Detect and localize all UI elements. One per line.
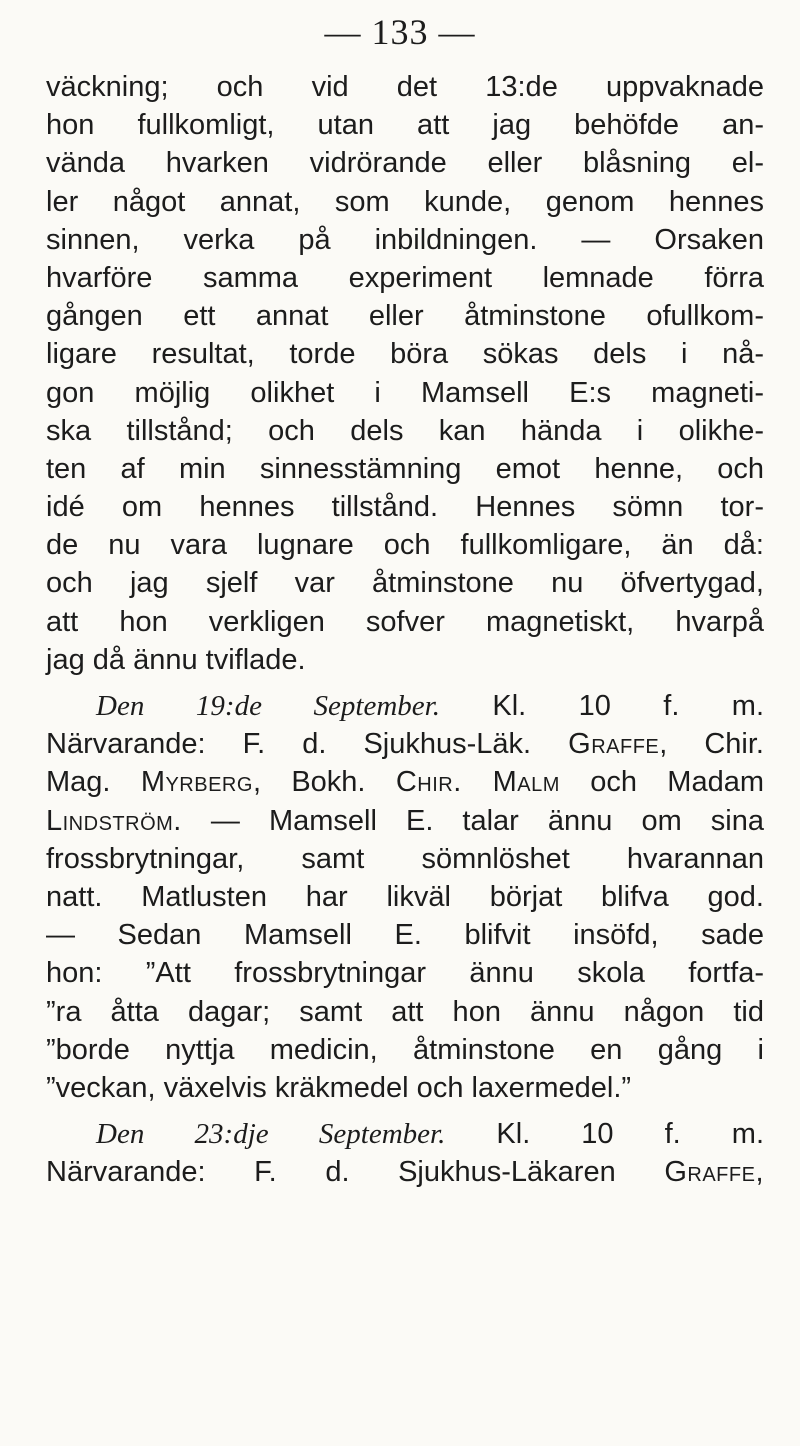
page-number: — 133 — bbox=[324, 12, 476, 52]
text-line: idé om hennes tillstånd. Hennes sömn tor- bbox=[46, 491, 764, 524]
text-line: natt. Matlusten har likväl börjat blifva god. bbox=[46, 880, 764, 913]
text-line: hon: ”Att frossbrytningar ännu skola fortfa- bbox=[46, 957, 764, 990]
entry-date-line bbox=[46, 1115, 764, 1153]
text-line: de nu vara lugnare och fullkomligare, än då: bbox=[46, 529, 764, 562]
entry-date: Den 23:dje September. bbox=[96, 1118, 446, 1151]
text-fragment: — Mamsell E. talar ännu om sina bbox=[210, 804, 764, 837]
text-line: sinnen, verka på inbildningen. — Orsaken bbox=[46, 223, 764, 256]
paragraph-gap bbox=[46, 1107, 764, 1115]
text-line: och jag sjelf var åtminstone nu öfvertygad, bbox=[46, 567, 764, 600]
entry-date-line bbox=[46, 687, 764, 725]
text-line: hon fullkomligt, utan att jag behöfde an- bbox=[46, 109, 764, 142]
text-line: ”veckan, växelvis kräkmedel och laxermedel.” bbox=[46, 1071, 632, 1104]
attendee-name: Graffe, bbox=[664, 1156, 764, 1189]
paragraph-gap bbox=[46, 679, 764, 687]
text-line: att hon verkligen sofver magnetiskt, hvarpå bbox=[46, 605, 764, 638]
text-line: ”borde nyttja medicin, åtminstone en gång i bbox=[46, 1033, 764, 1066]
attendees-line bbox=[46, 1153, 764, 1191]
text-line: — Sedan Mamsell E. blifvit insöfd, sade bbox=[46, 919, 764, 952]
text-line: ska tillstånd; och dels kan hända i olikhe- bbox=[46, 414, 764, 447]
attendee-name: Graffe bbox=[568, 728, 660, 761]
text-line: jag då ännu tviflade. bbox=[46, 643, 306, 676]
attendee-name: Lindström. bbox=[46, 804, 182, 837]
attendee-title: och Madam bbox=[590, 766, 764, 799]
text-line: gången ett annat eller åtminstone ofullkom- bbox=[46, 300, 764, 333]
text-line: ler något annat, som kunde, genom hennes bbox=[46, 185, 764, 218]
page-text bbox=[46, 68, 764, 1191]
text-line: ligare resultat, torde böra sökas dels i nå- bbox=[46, 338, 764, 371]
attendee-title: , Chir. bbox=[659, 728, 764, 761]
attendee-title: Mag. bbox=[46, 766, 111, 799]
attendee-name: Chir. Malm bbox=[395, 766, 560, 799]
text-line: hvarföre samma experiment lemnade förra bbox=[46, 261, 764, 294]
text-line: ”ra åtta dagar; samt att hon ännu någon tid bbox=[46, 995, 764, 1028]
text-line: gon möjlig olikhet i Mamsell E:s magneti- bbox=[46, 376, 764, 409]
attendees-label: Närvarande: F. d. Sjukhus-Läkaren bbox=[46, 1156, 616, 1189]
entry-time: Kl. 10 f. m. bbox=[496, 1118, 764, 1151]
attendee-title: , Bokh. bbox=[252, 766, 366, 799]
attendees-label: Närvarande: F. d. Sjukhus-Läk. bbox=[46, 728, 532, 761]
text-line: ten af min sinnesstämning emot henne, och bbox=[46, 452, 764, 485]
text-line: väckning; och vid det 13:de uppvaknade bbox=[46, 71, 764, 103]
attendees-line bbox=[46, 763, 764, 801]
text-line: frossbrytningar, samt sömnlöshet hvarannan bbox=[46, 842, 764, 875]
attendees-line bbox=[46, 725, 764, 763]
entry-date: Den 19:de September. bbox=[96, 690, 440, 722]
entry-time: Kl. 10 f. m. bbox=[492, 690, 764, 722]
attendee-name: Myrberg bbox=[140, 766, 253, 799]
attendees-line bbox=[46, 802, 764, 840]
text-line: vända hvarken vidrörande eller blåsning el- bbox=[46, 147, 764, 180]
